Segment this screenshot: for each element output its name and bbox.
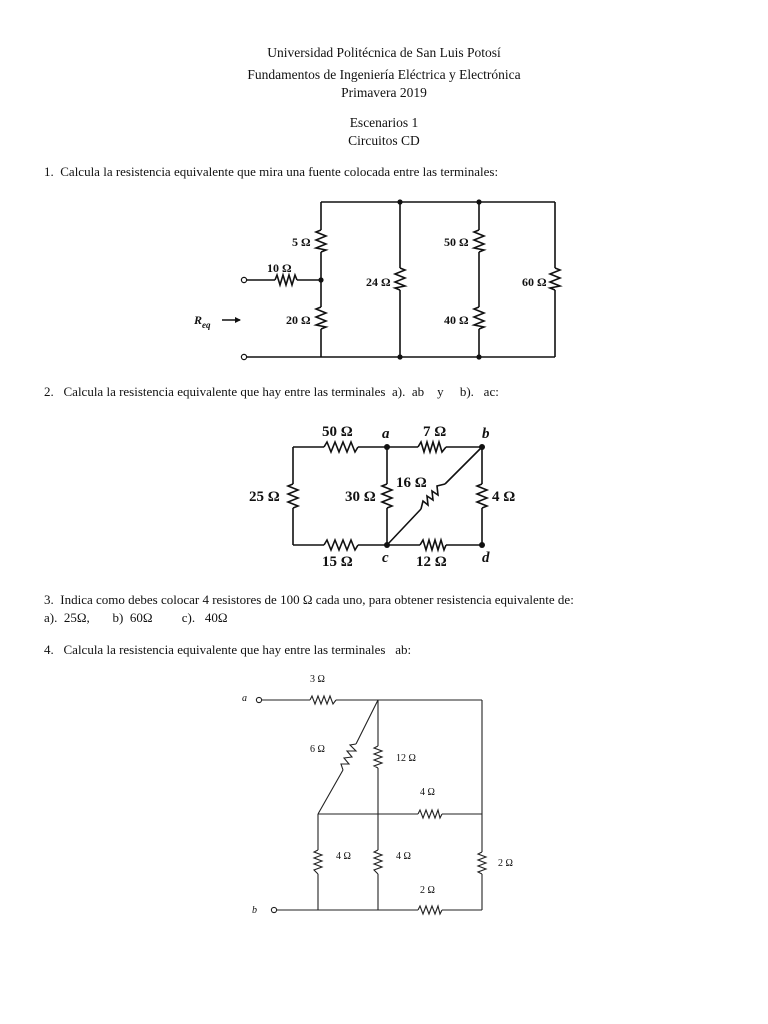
req-arrowhead — [235, 317, 241, 323]
resistor-10 — [275, 275, 297, 285]
node-c-dot — [384, 542, 390, 548]
circuit-1-figure — [190, 188, 576, 368]
node-a-label: a — [382, 426, 390, 442]
resistor-50 — [324, 442, 358, 452]
label-20-ohm: 20 Ω — [286, 313, 311, 327]
label-2-ohm-right: 2 Ω — [498, 858, 513, 869]
label-4-ohm-left: 4 Ω — [336, 851, 351, 862]
label-7-ohm: 7 Ω — [423, 424, 447, 440]
circuit-2-figure — [240, 414, 550, 576]
resistor-6 — [341, 744, 356, 770]
node-d-dot — [479, 542, 485, 548]
node-b-label: b — [482, 426, 490, 442]
junction-dot — [318, 277, 323, 282]
resistor-12 — [374, 746, 382, 768]
resistor-20 — [316, 307, 326, 329]
header-course: Fundamentos de Ingeniería Eléctrica y Electrónica — [247, 67, 521, 82]
resistor-4-center — [374, 850, 382, 874]
question-2-text: 2. Calcula la resistencia equivalente que hay entre las terminales a). ab y b). ac: — [44, 384, 499, 399]
label-24-ohm: 24 Ω — [366, 275, 391, 289]
junction-dot — [397, 354, 402, 359]
label-10-ohm: 10 Ω — [267, 261, 292, 275]
terminal-b — [271, 907, 276, 912]
node-b-dot — [479, 444, 485, 450]
label-30-ohm: 30 Ω — [345, 489, 376, 505]
resistor-4-left — [314, 850, 322, 874]
label-4-ohm-center: 4 Ω — [396, 851, 411, 862]
node-a-dot — [384, 444, 390, 450]
resistor-2-right — [478, 852, 486, 874]
resistor-15 — [324, 540, 358, 550]
label-4-ohm: 4 Ω — [492, 489, 516, 505]
resistor-12 — [420, 540, 446, 550]
label-40-ohm: 40 Ω — [444, 313, 469, 327]
label-50-ohm: 50 Ω — [444, 235, 469, 249]
header-set: Escenarios 1 — [349, 115, 419, 130]
label-16-ohm: 16 Ω — [396, 475, 427, 491]
label-5-ohm: 5 Ω — [292, 235, 311, 249]
resistor-7 — [418, 442, 446, 452]
resistor-60 — [550, 268, 560, 290]
resistor-30 — [382, 484, 392, 508]
label-4-ohm-top: 4 Ω — [420, 787, 435, 798]
wire-diagonal — [387, 447, 482, 545]
resistor-2-bottom — [418, 906, 442, 914]
header-term: Primavera 2019 — [341, 85, 427, 100]
junction-dot — [397, 199, 402, 204]
node-b-label: b — [252, 905, 257, 916]
resistor-5 — [316, 230, 326, 252]
terminal-bottom — [241, 354, 246, 359]
header-university: Universidad Politécnica de San Luis Potosí — [267, 45, 501, 60]
resistor-24 — [395, 268, 405, 290]
question-3-text: 3. Indica como debes colocar 4 resistores de 100 Ω cada uno, para obtener resistencia equivalente de: — [44, 592, 574, 607]
resistor-25 — [288, 484, 298, 508]
label-3-ohm: 3 Ω — [310, 674, 325, 685]
req-label: $R_{eq}$ — [194, 313, 211, 330]
circuit-4-figure — [230, 664, 530, 930]
terminal-top — [241, 277, 246, 282]
header-topic: Circuitos CD — [348, 133, 420, 148]
question-3-options: a). 25Ω, b) 60Ω c). 40Ω — [44, 610, 228, 625]
label-25-ohm: 25 Ω — [249, 489, 280, 505]
node-a-label: a — [242, 693, 247, 704]
node-c-label: c — [382, 550, 389, 566]
label-2-ohm-bottom: 2 Ω — [420, 885, 435, 896]
node-d-label: d — [482, 550, 490, 566]
resistor-4 — [477, 484, 487, 508]
label-12-ohm: 12 Ω — [416, 554, 447, 570]
junction-dot — [476, 199, 481, 204]
resistor-40 — [474, 307, 484, 329]
junction-dot — [476, 354, 481, 359]
resistor-4-top — [418, 810, 442, 818]
label-15-ohm: 15 Ω — [322, 554, 353, 570]
terminal-a — [256, 697, 261, 702]
resistor-3 — [310, 696, 336, 704]
label-6-ohm: 6 Ω — [310, 744, 325, 755]
label-50-ohm: 50 Ω — [322, 424, 353, 440]
resistor-50 — [474, 230, 484, 252]
question-1-text: 1. Calcula la resistencia equivalente que mira una fuente colocada entre las terminales: — [44, 164, 499, 179]
label-12-ohm: 12 Ω — [396, 753, 416, 764]
label-60-ohm: 60 Ω — [522, 275, 547, 289]
question-4-text: 4. Calcula la resistencia equivalente que hay entre las terminales ab: — [44, 642, 412, 657]
